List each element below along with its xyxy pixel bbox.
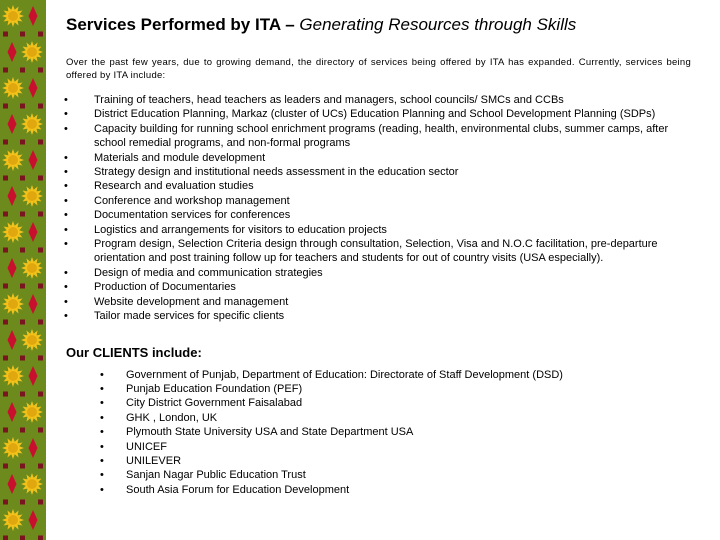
square-icon (38, 140, 43, 145)
square-icon (38, 464, 43, 469)
square-icon (20, 176, 25, 181)
diamond-icon (8, 258, 17, 278)
service-item (66, 280, 691, 294)
bullet-icon: • (100, 368, 104, 381)
diamond-icon (29, 366, 38, 386)
service-item-text: Tailor made services for specific clients (94, 310, 285, 323)
sun-center-icon (27, 119, 37, 129)
square-icon (20, 104, 25, 109)
service-item (66, 309, 691, 323)
bullet-icon: • (64, 166, 68, 179)
client-item-text: Plymouth State University USA and State Department USA (126, 426, 414, 439)
sun-center-icon (8, 155, 18, 165)
square-icon (38, 500, 43, 505)
slide-title (66, 14, 691, 36)
square-icon (38, 536, 43, 540)
square-icon (3, 32, 8, 37)
service-item (66, 122, 691, 151)
sun-center-icon (27, 479, 37, 489)
client-item-text: Government of Punjab, Department of Education: Directorate of Staff Development (DSD) (126, 368, 563, 381)
diamond-icon (29, 294, 38, 314)
client-item-text: GHK , London, UK (126, 411, 218, 424)
diamond-icon (8, 42, 17, 62)
square-icon (3, 500, 8, 505)
service-item-text: Capacity building for running school enrichment programs (reading, health, environmental clubs, summer camps, after school remedial programs, and non-formal programs (94, 122, 669, 150)
bullet-icon: • (100, 483, 104, 496)
service-item-text: Production of Documentaries (94, 281, 236, 294)
service-item-text: Website development and management (94, 295, 289, 308)
square-icon (20, 392, 25, 397)
diamond-icon (29, 222, 38, 242)
square-icon (20, 500, 25, 505)
service-item-text: Training of teachers, head teachers as leaders and managers, school councils/ SMCs and CCBs (94, 94, 564, 106)
bullet-icon: • (64, 310, 68, 323)
square-icon (3, 212, 8, 217)
square-icon (38, 428, 43, 433)
sun-center-icon (8, 11, 18, 21)
service-item-text: District Education Planning, Markaz (cluster of UCs) Education Planning and School Development Planning (SDPs) (94, 108, 656, 121)
square-icon (20, 140, 25, 145)
square-icon (3, 68, 8, 73)
bullet-icon: • (100, 426, 104, 439)
diamond-icon (29, 78, 38, 98)
service-item (66, 295, 691, 309)
bullet-icon: • (64, 180, 68, 193)
square-icon (20, 320, 25, 325)
square-icon (3, 392, 8, 397)
bullet-icon: • (64, 108, 68, 121)
service-item (66, 237, 691, 266)
clients-heading: Our CLIENTS include: (66, 344, 202, 360)
service-item (66, 93, 691, 107)
service-item (66, 179, 691, 193)
square-icon (3, 284, 8, 289)
square-icon (38, 284, 43, 289)
client-item-text: UNICEF (126, 440, 167, 453)
square-icon (20, 536, 25, 540)
bullet-icon: • (100, 411, 104, 424)
service-item-text: Logistics and arrangements for visitors to education projects (94, 223, 387, 236)
square-icon (20, 356, 25, 361)
diamond-icon (29, 438, 38, 458)
sun-center-icon (8, 299, 18, 309)
square-icon (38, 104, 43, 109)
client-item-text: Punjab Education Foundation (PEF) (126, 382, 303, 395)
square-icon (20, 248, 25, 253)
square-icon (3, 140, 8, 145)
square-icon (3, 356, 8, 361)
square-icon (3, 428, 8, 433)
diamond-icon (8, 330, 17, 350)
bullet-icon: • (64, 94, 68, 106)
service-item (66, 223, 691, 237)
service-item (66, 165, 691, 179)
services-list (66, 93, 691, 324)
client-item-text: City District Government Faisalabad (126, 397, 303, 410)
client-item (98, 483, 691, 497)
bullet-icon: • (100, 382, 104, 395)
bullet-icon: • (64, 122, 68, 135)
border-pattern (0, 0, 46, 540)
service-item-text: Program design, Selection Criteria design through consultation, Selection, Visa and N.O.C facilitation, pre-departure orientation and post training follow up for teachers and students for out of country visits (USA especially). (94, 238, 658, 265)
square-icon (3, 248, 8, 253)
slide-content (66, 14, 691, 497)
bullet-icon: • (64, 151, 68, 164)
client-item (98, 454, 691, 468)
client-item (98, 440, 691, 454)
diamond-icon (8, 114, 17, 134)
bullet-icon: • (64, 295, 68, 308)
bullet-icon: • (100, 440, 104, 453)
bullet-icon: • (100, 469, 104, 482)
square-icon (38, 176, 43, 181)
decorative-border (0, 0, 46, 540)
service-item (66, 151, 691, 165)
sun-center-icon (27, 191, 37, 201)
sun-center-icon (27, 407, 37, 417)
sun-center-icon (27, 263, 37, 273)
service-item-text: Strategy design and institutional needs assessment in the education sector (94, 166, 459, 179)
diamond-icon (29, 6, 38, 26)
square-icon (3, 104, 8, 109)
client-item (98, 411, 691, 425)
client-item-text: Sanjan Nagar Public Education Trust (126, 469, 306, 482)
sun-center-icon (27, 335, 37, 345)
service-item (66, 107, 691, 121)
service-item (66, 266, 691, 280)
bullet-icon: • (64, 194, 68, 207)
square-icon (3, 320, 8, 325)
service-item-text: Design of media and communication strategies (94, 266, 323, 279)
square-icon (38, 392, 43, 397)
diamond-icon (8, 474, 17, 494)
sun-center-icon (8, 443, 18, 453)
service-item (66, 208, 691, 222)
square-icon (20, 32, 25, 37)
square-icon (38, 356, 43, 361)
client-item (98, 368, 691, 382)
square-icon (3, 536, 8, 540)
client-item (98, 468, 691, 482)
client-item-text: UNILEVER (126, 454, 182, 467)
square-icon (38, 320, 43, 325)
square-icon (38, 212, 43, 217)
service-item-text: Documentation services for conferences (94, 209, 291, 222)
diamond-icon (8, 402, 17, 422)
client-item (98, 382, 691, 396)
bullet-icon: • (64, 266, 68, 279)
square-icon (20, 284, 25, 289)
clients-list (98, 368, 691, 498)
square-icon (20, 212, 25, 217)
bullet-icon: • (64, 223, 68, 236)
bullet-icon: • (64, 281, 68, 294)
sun-center-icon (27, 47, 37, 57)
service-item-text: Research and evaluation studies (94, 180, 254, 193)
title-main: Services Performed by ITA – (66, 15, 300, 34)
bullet-icon: • (64, 209, 68, 222)
square-icon (20, 464, 25, 469)
square-icon (3, 464, 8, 469)
sun-center-icon (8, 227, 18, 237)
service-item-text: Conference and workshop management (94, 194, 290, 207)
square-icon (20, 68, 25, 73)
title-subtitle: Generating Resources through Skills (299, 15, 577, 34)
diamond-icon (29, 150, 38, 170)
sun-center-icon (8, 515, 18, 525)
service-item-text: Materials and module development (94, 151, 266, 164)
sun-center-icon (8, 371, 18, 381)
square-icon (38, 32, 43, 37)
client-item-text: South Asia Forum for Education Development (126, 483, 350, 496)
bullet-icon: • (64, 238, 68, 251)
bullet-icon: • (100, 454, 104, 467)
square-icon (3, 176, 8, 181)
square-icon (38, 248, 43, 253)
client-item (98, 396, 691, 410)
diamond-icon (29, 510, 38, 530)
square-icon (20, 428, 25, 433)
diamond-icon (8, 186, 17, 206)
square-icon (38, 68, 43, 73)
client-item (98, 425, 691, 439)
service-item (66, 194, 691, 208)
sun-center-icon (8, 83, 18, 93)
intro-paragraph: Over the past few years, due to growing demand, the directory of services being offered by ITA has expanded. Currently, services being offered by ITA include: (66, 57, 691, 81)
bullet-icon: • (100, 397, 104, 410)
